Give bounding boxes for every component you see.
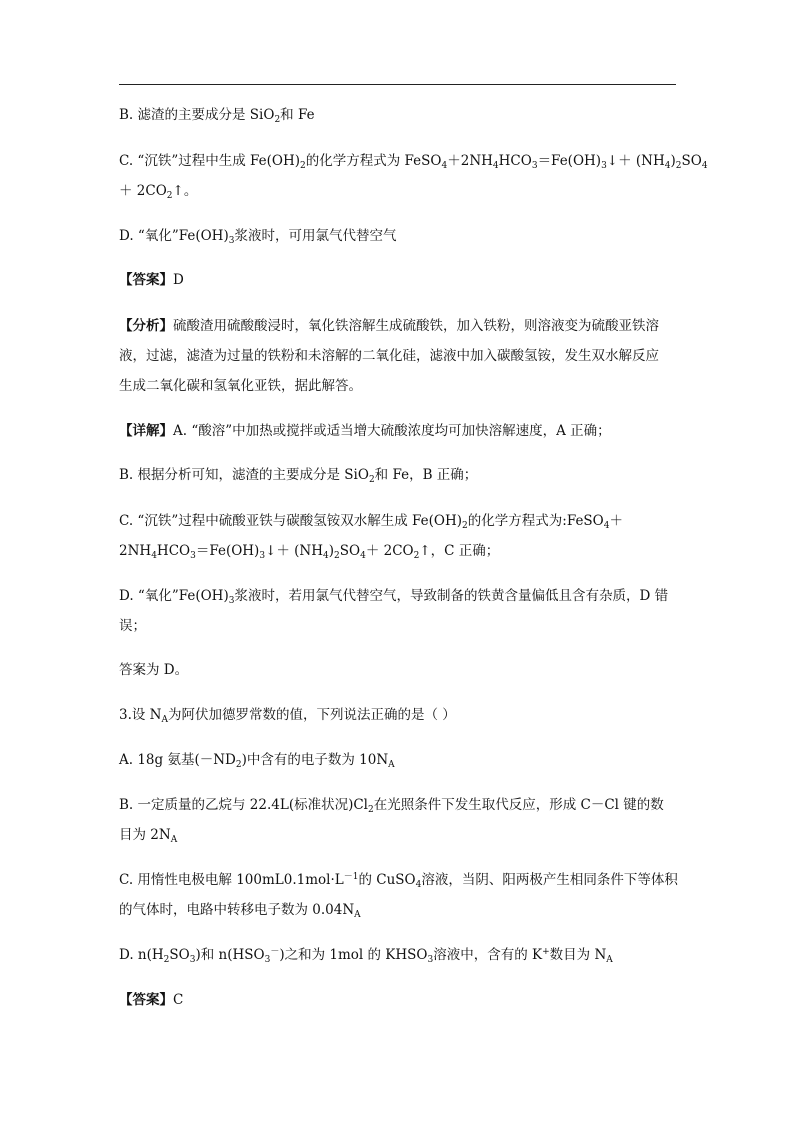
- analysis-line-1: 【分析】硫酸渣用硫酸酸浸时，氧化铁溶解生成硫酸铁，加入铁粉，则溶液变为硫酸亚铁溶: [119, 318, 659, 334]
- header-rule: [119, 84, 676, 85]
- option-d-prev: D. “氧化$”Fe(OH)_3$浆液时，可用氯气代替空气: [119, 228, 397, 246]
- question-3-option-b-cont: 目为 $2N_A$: [119, 827, 178, 845]
- detail-line-d-cont: 误；: [119, 618, 146, 634]
- question-3-option-c-cont: 的气体时，电路中转移电子数为 $0.04N_A$: [119, 902, 361, 920]
- question-3-option-b: B. 一定质量的乙烷与 22.4L(标准状况)$Cl_2$在光照条件下发生取代反应，形成 C－Cl 键的数: [119, 797, 664, 815]
- detail-line-c: C. “沉铁”过程中硫酸亚铁与碳酸氢铵双水解生成 $Fe(OH)_2$的化学方程式为:FeSO$_4$＋: [119, 513, 623, 531]
- question-3-option-a: A. 18g 氨基$(-ND_2)$中含有的电子数为 $10N_A$: [119, 752, 395, 770]
- question-3-option-c: C. 用惰性电极电解 $100mL0.1mol\cdot L^{-1}$的 CuSO$_4$溶液，当阴、阳两极产生相同条件下等体积: [119, 872, 678, 890]
- question-3-stem: 3.设 $N_A$为阿伏加德罗常数的值，下列说法正确的是（ ）: [119, 707, 456, 725]
- question-3-option-d: D. $n(H_2SO_3)$和 $n(HSO_3^-)$之和为 1mol 的 $KHSO_3$溶液中，含有的 K+数目为 $N_A$: [119, 947, 613, 965]
- detail-line-a: 【详解】A. “酸溶”中加热或搅拌或适当增大硫酸浓度均可加快溶解速度，A 正确；: [119, 423, 611, 439]
- detail-line-d: D. “氧化$”Fe(OH)_3$浆液时，若用氯气代替空气，导致制备的铁黄含量偏低且含有杂质，D 错: [119, 588, 669, 606]
- detail-line-c-cont: $2NH_4HCO_3=Fe(OH)_3↓+ (NH_4)_2SO_4+$ $2CO_2↑$，C 正确；: [119, 543, 500, 561]
- answer-summary: 答案为 D。: [119, 662, 189, 678]
- analysis-line-2: 液，过滤，滤渣为过量的铁粉和未溶解的二氧化硅，滤液中加入碳酸氢铵，发生双水解反应: [119, 348, 659, 364]
- analysis-line-3: 生成二氧化碳和氢氧化亚铁，据此解答。: [119, 378, 362, 394]
- option-b-prev: B. 滤渣的主要成分是 SiO$_2$和 Fe: [119, 107, 315, 125]
- detail-line-b: B. 根据分析可知，滤渣的主要成分是 SiO$_2$和 Fe，B 正确；: [119, 467, 478, 485]
- option-c-prev-cont: ＋ $2CO_2↑$。: [119, 183, 198, 201]
- question-3-answer: 【答案】C: [119, 992, 184, 1008]
- option-c-prev: C. “沉铁”过程中生成 $Fe(OH)_2$的化学方程式为 $FeSO_4+2NH_4HCO_3=Fe(OH)_3↓+ (NH_4)_2SO_4$: [119, 153, 708, 171]
- answer-prev: 【答案】D: [119, 272, 184, 288]
